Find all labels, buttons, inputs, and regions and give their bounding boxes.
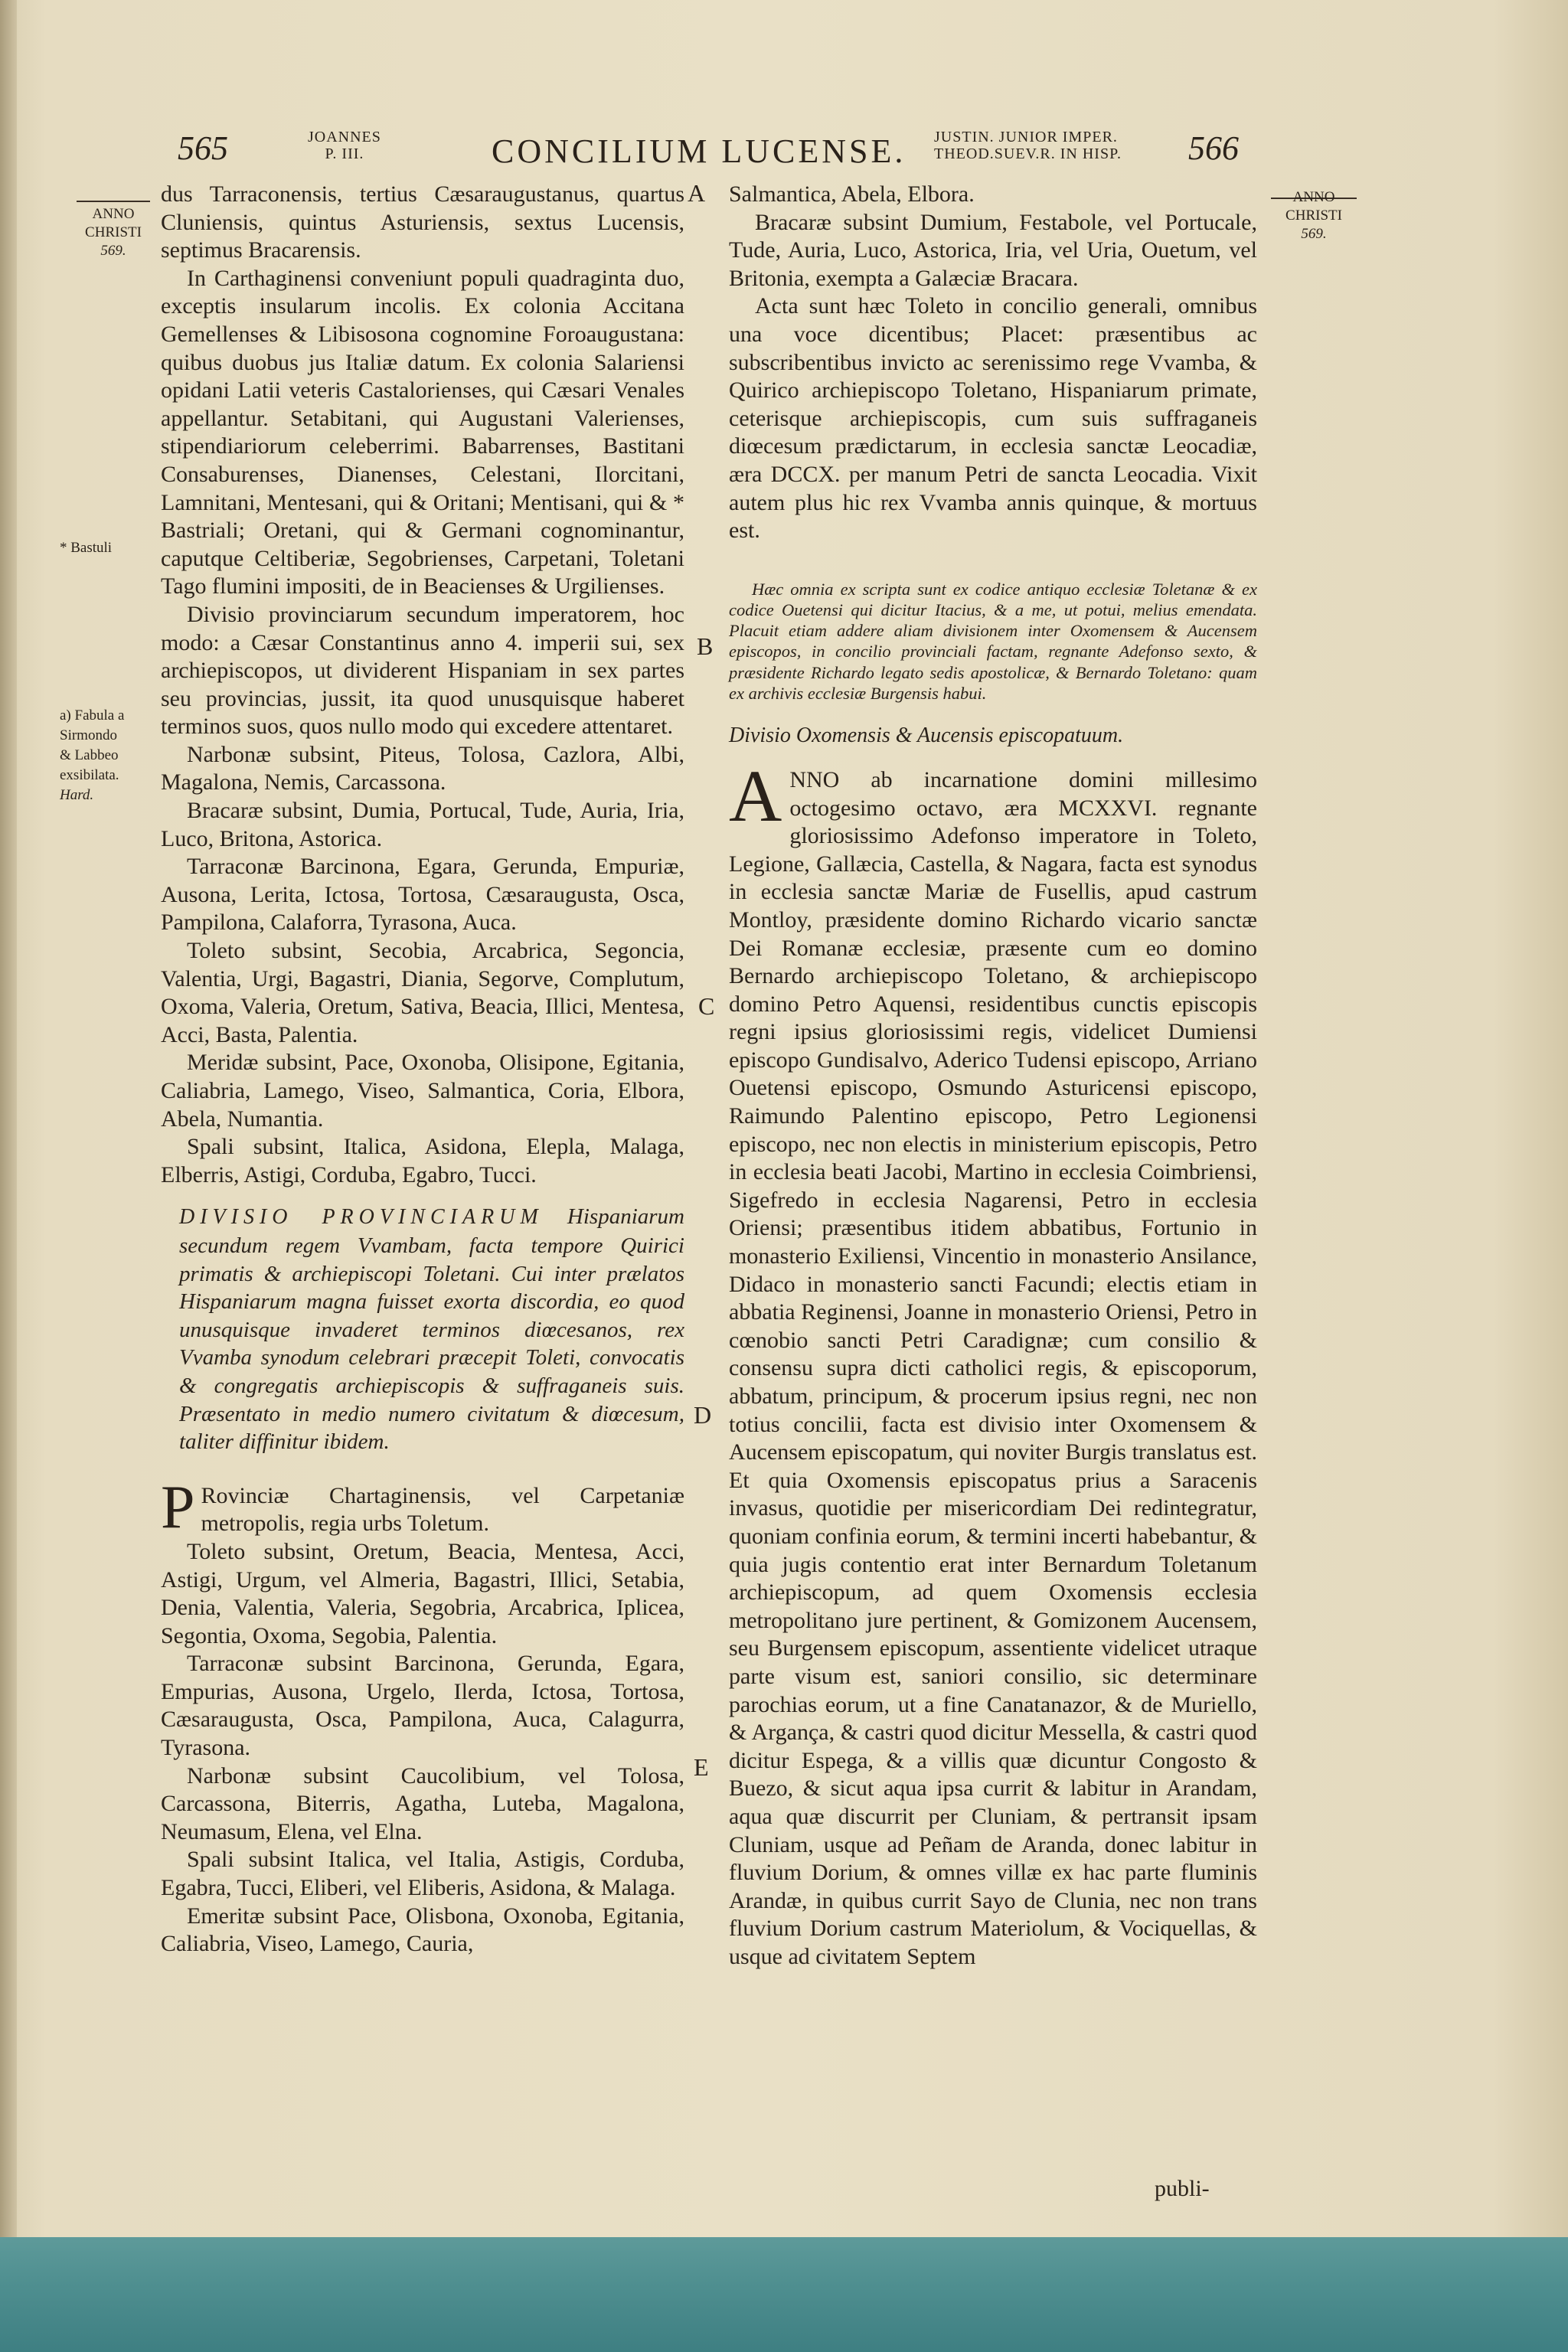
section-letter-b: B xyxy=(697,632,714,660)
section-letter-c: C xyxy=(698,992,715,1020)
margin-anno-right xyxy=(1263,188,1364,243)
section-letter-d: D xyxy=(694,1401,712,1429)
paragraph: Emeritæ subsint Pace, Olisbona, Oxonoba, Egitania, Caliabria, Viseo, Lamego, Cauria, xyxy=(161,1903,684,1957)
paragraph: Toleto subsint, Secobia, Arcabrica, Segoncia, Valentia, Urgi, Bagastri, Diania, Segorve, Complutum, Oxoma, Valeria, Oretum, Sativa, Beacia, Illici, Mentesa, Acci, Basta, Palentia. xyxy=(161,938,684,1047)
page-title: CONCILIUM LUCENSE. xyxy=(492,132,906,170)
drop-cap: P xyxy=(161,1473,195,1541)
paragraph-text: Rovinciæ Chartaginensis, vel Carpetaniæ metropolis, regia urbs Toletum. xyxy=(201,1482,684,1537)
book-spine xyxy=(0,0,17,2352)
paragraph: In Carthaginensi conveniunt populi quadraginta duo, exceptis insularum incolis. Ex colonia Accitana Gemellenses & Libisosona cognomine Foroaugustana: quibus duobus jus Italiæ datum. Ex colonia Salariensi opidani Latii veteris Castalorienses, qui Cæsari Venales appellantur. Setabitani, qui Augustani Valerienses, stipendiariorum celeberrimi. Babarrenses, Bastitani Consaburenses, Dianenses, Celestani, Ilorcitani, Lamnitani, Mentesani, qui & Oritani; Mentisani, qui & * Bastriali; Oretani, qui & Germani cognominantur, caputque Celtiberiæ, Segobrienses, Carpetani, Toletani Tago flumini impositi, de in Beacienses & Urgilienses. xyxy=(161,265,684,599)
paragraph: Toleto subsint, Oretum, Beacia, Mentesa, Acci, Astigi, Urgum, vel Almeria, Bagastri, Illici, Setabia, Denia, Valentia, Valeria, Segobria, Arcabrica, Iplicea, Segontia, Oxoma, Segobia, Palentia. xyxy=(161,1538,684,1648)
paragraph: Bracaræ subsint, Dumia, Portucal, Tude, Auria, Iria, Luco, Britona, Astorica. xyxy=(161,798,684,851)
section-title: Divisio Oxomensis & Aucensis episcopatuum. xyxy=(729,723,1124,747)
anno-rule-left xyxy=(77,201,150,202)
margin-note-fabula xyxy=(60,706,124,805)
paragraph: Bracaræ subsint Dumium, Festabole, vel Portucale, Tude, Auria, Luco, Astorica, Iria, vel Uria, Ouetum, vel Britonia, exempta a Galæciæ Bracara. xyxy=(729,209,1257,291)
paragraph xyxy=(161,1473,684,1541)
paragraph: Tarraconæ subsint Barcinona, Gerunda, Egara, Empurias, Ausona, Urgelo, Ilerda, Ictosa, Tortosa, Cæsaraugusta, Osca, Pampilona, Auca, Calagurra, Tyrasona. xyxy=(161,1651,684,1761)
editor-note: Hæc omnia ex scripta sunt ex codice antiquo ecclesiæ Toletanæ & ex codice Ouetensi qui dicitur Itacius, & a me, ut potui, melius emendata. Placuit etiam addere aliam divisionem inter Oxomensem & Aucensem episcopos, in concilio provinciali factam, regnante Adefonso sexto, & præsidente Richardo legato sedis apostolicæ, & Bernardo Toletano: quam ex archivis ecclesiæ Burgensis habui. xyxy=(729,579,1257,703)
anno-line: 569. xyxy=(1301,226,1327,242)
paragraph-text: NNO ab incarnatione domini millesimo octogesimo octavo, æra MCXXVI. regnante gloriosissimo Adefonso imperatore in Toleto, Legione, Gallæcia, Castella, & Nagara, facta est synodus in ecclesia sanctæ Mariæ de Fusellis, apud castrum Montloy, præsidente domino Richardo vicario sanctæ Dei Romanæ ecclesiæ, præsente cum eo domino Bernardo archiepiscopo Toletano, & archiepiscopo domino Petro Aquensi, residentibus cunctis episcopis regni ipsius gloriosissimi regis, videlicet Dumiensi episcopo Gundisalvo, Aderico Tudensi episcopo, Arriano Ouetensi episcopo, Osmundo Asturicensi episcopo, Raimundo Palentino episcopo, Petro Legionensi episcopo, nec non electis in ministerium episcopis, Petro in ecclesia beati Jacobi, Martino in ecclesia Coimbriensi, Sigefredo in ecclesia Nagarensi, Petro in ecclesia Oriensi; præsentibus itidem abbatibus, Fortunio in monasterio Exiliensi, Vincentio in monasterio Ansilance, Didaco in monasterio sancti Facundi; electis etiam in abbatia Reginensi, Joanne in monasterio Oriensi, Petro in cœnobio sancti Petri Caradignæ; cum consilio & consensu supra dicti catholici regis, & episcoporum, abbatum, principum, & procerum ipsius regni, nec non totius concilii, facta est divisio inter Oxomensem & Aucensem episcopatum, qui noviter Burgis translatus est. Et quia Oxomensis episcopatus prius a Saracenis invasus, quotidie per misericordiam Dei redintegratur, quoniam confinia eorum, & termini incerti habebantur, & quia jugis contentio erat inter Bernardum Toletanum archiepiscopum, ad quem Oxomensis ecclesia metropolitano jure pertinent, & Gomizonem Aucensem, seu Burgensem episcopum, assentiente videlicet utraque parte visum est, saniori consilio, sic determinare parochias eorum, ut a fine Canatanazor, & de Muriello, & Argança, & castri quod dicitur Messella, & castri quod dicitur Espega, & a villis quæ dicuntur Congosto & Buezo, & sicut aqua ipsa currit & labitur in Arandam, aqua quæ discurrit per Cluniam, & pertransit ipsam Cluniam, usque ad Peñam de Aranda, donec labitur in fluvium Dorium, & omnes villæ ex hac parte fluminis Arandæ, in quibus currit Sayo de Clunia, nec non trans fluvium Dorium castrum Materiolum, & Vociquellas, & usque ad civitatem Septem xyxy=(729,766,1257,1969)
right-running-head xyxy=(934,129,1122,162)
anno-line: ANNO xyxy=(92,206,135,222)
scan-background-strip xyxy=(0,2237,1568,2352)
right-column xyxy=(729,181,1257,1971)
paragraph: Narbonæ subsint, Piteus, Tolosa, Cazlora, Albi, Magalona, Nemis, Carcassona. xyxy=(161,741,684,795)
divisio-heading: DIVISIO PROVINCIARUM xyxy=(179,1205,544,1230)
main-paragraph xyxy=(729,754,1257,1971)
divisio-text: Hispaniarum secundum regem Vvambam, facta tempore Quirici primatis & archiepiscopi Toletani. Cui inter prælatos Hispaniarum magna fuisset exorta discordia, eo quod unusquisque invaderet terminos diœcesanos, rex Vvamba synodum celebrari præcepit Toleti, convocatis & congregatis archiepiscopis & suffraganeis suis. Præsentato in medio numero civitatum & diœcesum, taliter diffinitur ibidem. xyxy=(179,1204,684,1455)
note-line: Sirmondo xyxy=(60,727,117,743)
divisio-heading-block xyxy=(179,1203,684,1455)
note-line: a) Fabula a xyxy=(60,707,125,724)
paragraph: Acta sunt hæc Toleto in concilio generali, omnibus una voce dicentibus; Placet: præsentibus ac subscribentibus invicto ac serenissimo rege Vvamba, & Quirico archiepiscopo Toletano, Hispaniarum primate, ceterisque archiepiscopis, cum suis suffraganeis diœcesum prædictarum, in ecclesia sanctæ Leocadiæ, æra DCCX. per manum Petri de sancta Leocadia. Vixit autem plus hic rex Vvamba annis quinque, & mortuus est. xyxy=(729,293,1257,544)
section-letter-e: E xyxy=(694,1753,709,1781)
left-running-head xyxy=(308,129,381,162)
running-head-line: THEOD.SUEV.R. IN HISP. xyxy=(934,145,1122,162)
margin-anno-left xyxy=(66,205,161,260)
section-letter-a: A xyxy=(688,179,706,207)
running-head-line: JUSTIN. JUNIOR IMPER. xyxy=(934,129,1118,145)
margin-note-bastuli: * Bastuli xyxy=(60,540,113,556)
paragraph: Spali subsint Italica, vel Italia, Astigis, Corduba, Egabra, Tucci, Eliberi, vel Eliberis, Asidona, & Malaga. xyxy=(161,1847,684,1901)
paragraph: Divisio provinciarum secundum imperatorem, hoc modo: a Cæsar Constantinus anno 4. imperii sui, sex archiepiscopos, ut dividerent Hispaniam in sex partes seu provincias, jussit, ita quod unusquisque haberet terminos suos, quos nullo modo qui excedere attentaret. xyxy=(161,601,684,740)
anno-line: 569. xyxy=(100,243,126,259)
left-page-number: 565 xyxy=(178,129,228,167)
paragraph: Spali subsint, Italica, Asidona, Elepla, Malaga, Elberris, Astigi, Corduba, Egabro, Tucci. xyxy=(161,1134,684,1187)
anno-line: CHRISTI xyxy=(85,224,142,240)
note-line: & Labbeo xyxy=(60,747,119,763)
paragraph: Meridæ subsint, Pace, Oxonoba, Olisipone, Egitania, Caliabria, Lamego, Viseo, Salmantica, Coria, Elbora, Abela, Numantia. xyxy=(161,1050,684,1132)
paragraph: Narbonæ subsint Caucolibium, vel Tolosa, Carcassona, Biterris, Agatha, Luteba, Magalona, Neumasum, Elena, vel Elna. xyxy=(161,1762,684,1844)
running-head-line: JOANNES xyxy=(308,129,381,145)
left-column xyxy=(161,181,684,1958)
running-head-line: P. III. xyxy=(325,145,364,162)
paragraph: Tarraconæ Barcinona, Egara, Gerunda, Empuriæ, Ausona, Lerita, Ictosa, Tortosa, Cæsaraugusta, Osca, Pampilona, Calaforra, Tyrasona, Auca. xyxy=(161,854,684,936)
paragraph: Salmantica, Abela, Elbora. xyxy=(729,181,975,207)
paragraph: dus Tarraconensis, tertius Cæsaraugustanus, quartus Cluniensis, quintus Asturiensis, sextus Lucensis, septimus Bracarensis. xyxy=(161,181,684,263)
note-line: Hard. xyxy=(60,787,94,803)
anno-line: CHRISTI xyxy=(1285,207,1342,224)
note-line: exsibilata. xyxy=(60,767,119,783)
catchword: publi- xyxy=(1155,2176,1210,2201)
right-page-number: 566 xyxy=(1188,129,1239,167)
drop-cap: A xyxy=(729,754,782,837)
anno-line: ANNO xyxy=(1292,189,1335,205)
